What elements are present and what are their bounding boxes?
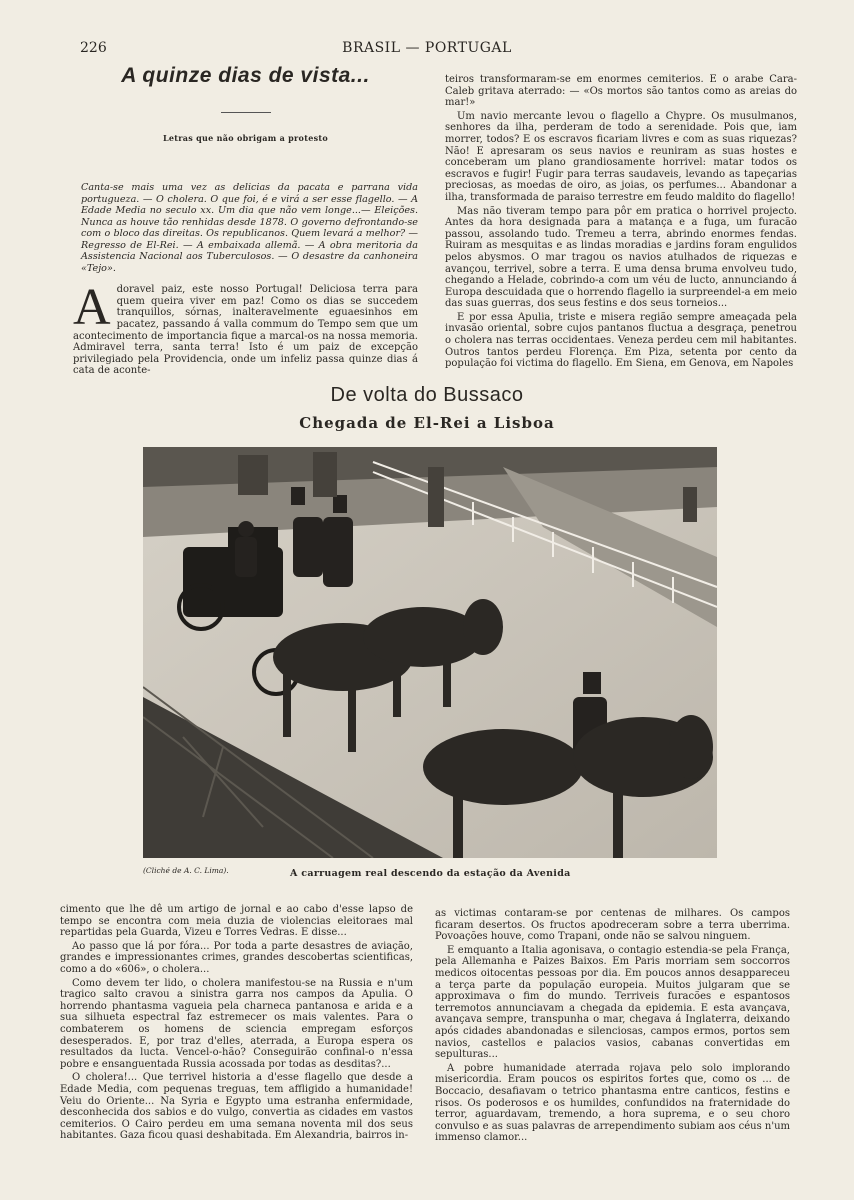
- article2-subtitle: Chegada de El-Rei a Lisboa: [299, 414, 555, 432]
- lead-paragraph: doravel paiz, este nosso Portugal! Deliciosa terra para quem queira viver em paz! Como os dias se succedem tranquillos, sórnas, inalteravelmente eguaesinhos em pacatez, passando á valla commum do Tempo sem que um acontecimento de importancia fique a marcal-os na nossa memoria. Admiravel terra, santa terra! Isto é um paiz de excepção privilegiado pela Providencia, onde um infeliz passa quinze dias á cata de aconte-: [73, 284, 418, 377]
- article1-summary: Canta-se mais uma vez as delicias da pacata e parrana vida portugueza. — O cholera. O que foi, é e virá a ser esse flagello. — A Edade Media no seculo xx. Um dia que não vem longe...— Eleições. Nunca as houve tão renhidas desde 1878. O governo defrontando-se com o bloco das direitas. Os republicanos. Quem levará a melhor? — Regresso de El-Rei. — A embaixada allemã. — A obra meritoria da Assistencia Nacional aos Tuberculosos. — O desastre da canhoneira «Tejo».: [81, 182, 418, 274]
- article2-title: De volta do Bussaco: [330, 384, 524, 406]
- carriage-photo: [143, 447, 717, 858]
- article1-kicker: Letras que não obrigam a protesto: [162, 132, 329, 143]
- article1-title: A quinze dias de vista...: [121, 64, 370, 87]
- article2-right-column: [435, 908, 790, 1146]
- drop-cap: A: [73, 279, 111, 337]
- paragraph: E por essa Apulia, triste e misera região sempre ameaçada pela invasão oriental, sobre cujos pantanos fluctua a desgraça, penetrou o cholera nas terras occidentaes. Veneza perdeu cem mil habitantes. Outros tantos perdeu Florença. Em Piza, setenta por cento da população foi victima do flagello. Em Siena, em Genova, em Napoles: [445, 311, 797, 370]
- paragraph: Mas não tiveram tempo para pôr em pratica o horrivel projecto. Antes da hora designada para a matança e a fuga, um furacão passou, assolando tudo. Tremeu a terra, abrindo enormes fendas. Ruiram as mesquitas e as lindas moradias e jardins foram engulidos pelos abysmos. O mar tragou os navios atulhados de riquezas e avançou, terrivel, sobre a terra. E uma densa bruma envolveu tudo, chegando a Helade, cobrindo-a com um véu de lucto, annunciando á Europa descuidada que o horrendo flagello ia surpreendel-a em meio das suas guerras, dos seus festins e dos seus torneios...: [445, 205, 797, 310]
- article2-left-column: [60, 904, 413, 1144]
- title-rule: [221, 112, 271, 113]
- paragraph: cimento que lhe dê um artigo de jornal e ao cabo d'esse lapso de tempo se encontra com meia duzia de violencias eleitoraes mal repartidas pela Guarda, Vizeu e Torres Vedras. E disse...: [60, 904, 413, 939]
- paragraph: Como devem ter lido, o cholera manifestou-se na Russia e n'um tragico salto cravou a sinistra garra nos campos da Apulia. O horrendo phantasma vagueia pela charneca pantanosa e arida e a sua silhueta espectral faz estremecer os mais valentes. Para o combaterem os homens de sciencia empregam esforços desesperados. E, por traz d'elles, aterrada, a Europa espera os resultados da lucta. Vencel-o-hão? Conseguirão confinal-o n'essa pobre e ensanguentada Russia acossada por todas as desditas?...: [60, 977, 413, 1070]
- page-number: 226: [80, 40, 107, 56]
- paragraph: Um navio mercante levou o flagello a Chypre. Os musulmanos, senhores da ilha, perderam de todo a serenidade. Pois que, iam morrer, todos? E os escravos ficariam livres e com as suas riquezas? Não! E apresaram os seus navios e reuniram as suas hostes e conceberam um plano grandiosamente horrivel: matar todos os escravos e fugir! Fugir para terras saudaveis, levando as tapeçarias preciosas, as moedas de oiro, as joias, os perfumes... Abandonar a ilha, transformada de paraiso terrestre em feudo maldito do flagello!: [445, 110, 797, 203]
- photo-caption: A carruagem real descendo da estação da Avenida: [290, 868, 571, 879]
- paragraph: as victimas contaram-se por centenas de milhares. Os campos ficaram desertos. Os fructos apodreceram sobre a terra uberrima. Povoações houve, como Trapani, onde não se salvou ninguem.: [435, 908, 790, 943]
- paragraph: A pobre humanidade aterrada rojava pelo solo implorando misericordia. Eram poucos os espiritos fortes que, como os ... de Boccacio, desafiavam o tetrico phantasma entre canticos, festins e risos. Os poderosos e os humildes, confundidos na fraternidade do terror, aguardavam, tremendo, a hora suprema, e o seu choro convulso e as suas palavras de arrependimento subiam aos céus n'um immenso clamor...: [435, 1062, 790, 1144]
- photo-credit: (Cliché de A. C. Lima).: [143, 866, 229, 875]
- article1-lead: [73, 279, 418, 377]
- paragraph: Ao passo que lá por fóra... Por toda a parte desastres de aviação, grandes e impressionantes crimes, grandes descobertas scientificas, como a do «606», o cholera...: [60, 940, 413, 975]
- running-head: BRASIL — PORTUGAL: [342, 40, 512, 56]
- paragraph: O cholera!... Que terrivel historia a d'esse flagello que desde a Edade Media, com pequenas treguas, tem affligido a humanidade! Veiu do Oriente... Na Syria e Egypto uma estranha enfermidade, desconhecida dos sabios e do vulgo, convertia as cidades em vastos cemiterios. O Cairo perdeu em uma semana noventa mil dos seus habitantes. Gaza ficou quasi deshabitada. Em Alexandria, bairros in-: [60, 1072, 413, 1142]
- article1-right-column: [445, 74, 797, 372]
- paragraph: teiros transformaram-se em enormes cemiterios. E o arabe Cara-Caleb gritava aterrado: — «Os mortos são tantos como as areias do mar!»: [445, 74, 797, 109]
- article1-left-column: [73, 64, 418, 379]
- paragraph: E emquanto a Italia agonisava, o contagio estendia-se pela França, pela Allemanha e Paizes Baixos. Em Paris morriam sem soccorros medicos oitocentas pessoas por dia. Em poucos annos desappareceu a terça parte da população europeia. Muitos julgaram que se approximava o fim do mundo. Terriveis furacões e espantosos terremotos annunciavam a chegada da epidemia. E esta avançava, avançava sempre, transpunha o mar, chegava á Inglaterra, deixando após cidades abandonadas e silenciosas, campos ermos, portos sem navios, castellos e palacios vasios, cabanas convertidas em sepulturas...: [435, 944, 790, 1061]
